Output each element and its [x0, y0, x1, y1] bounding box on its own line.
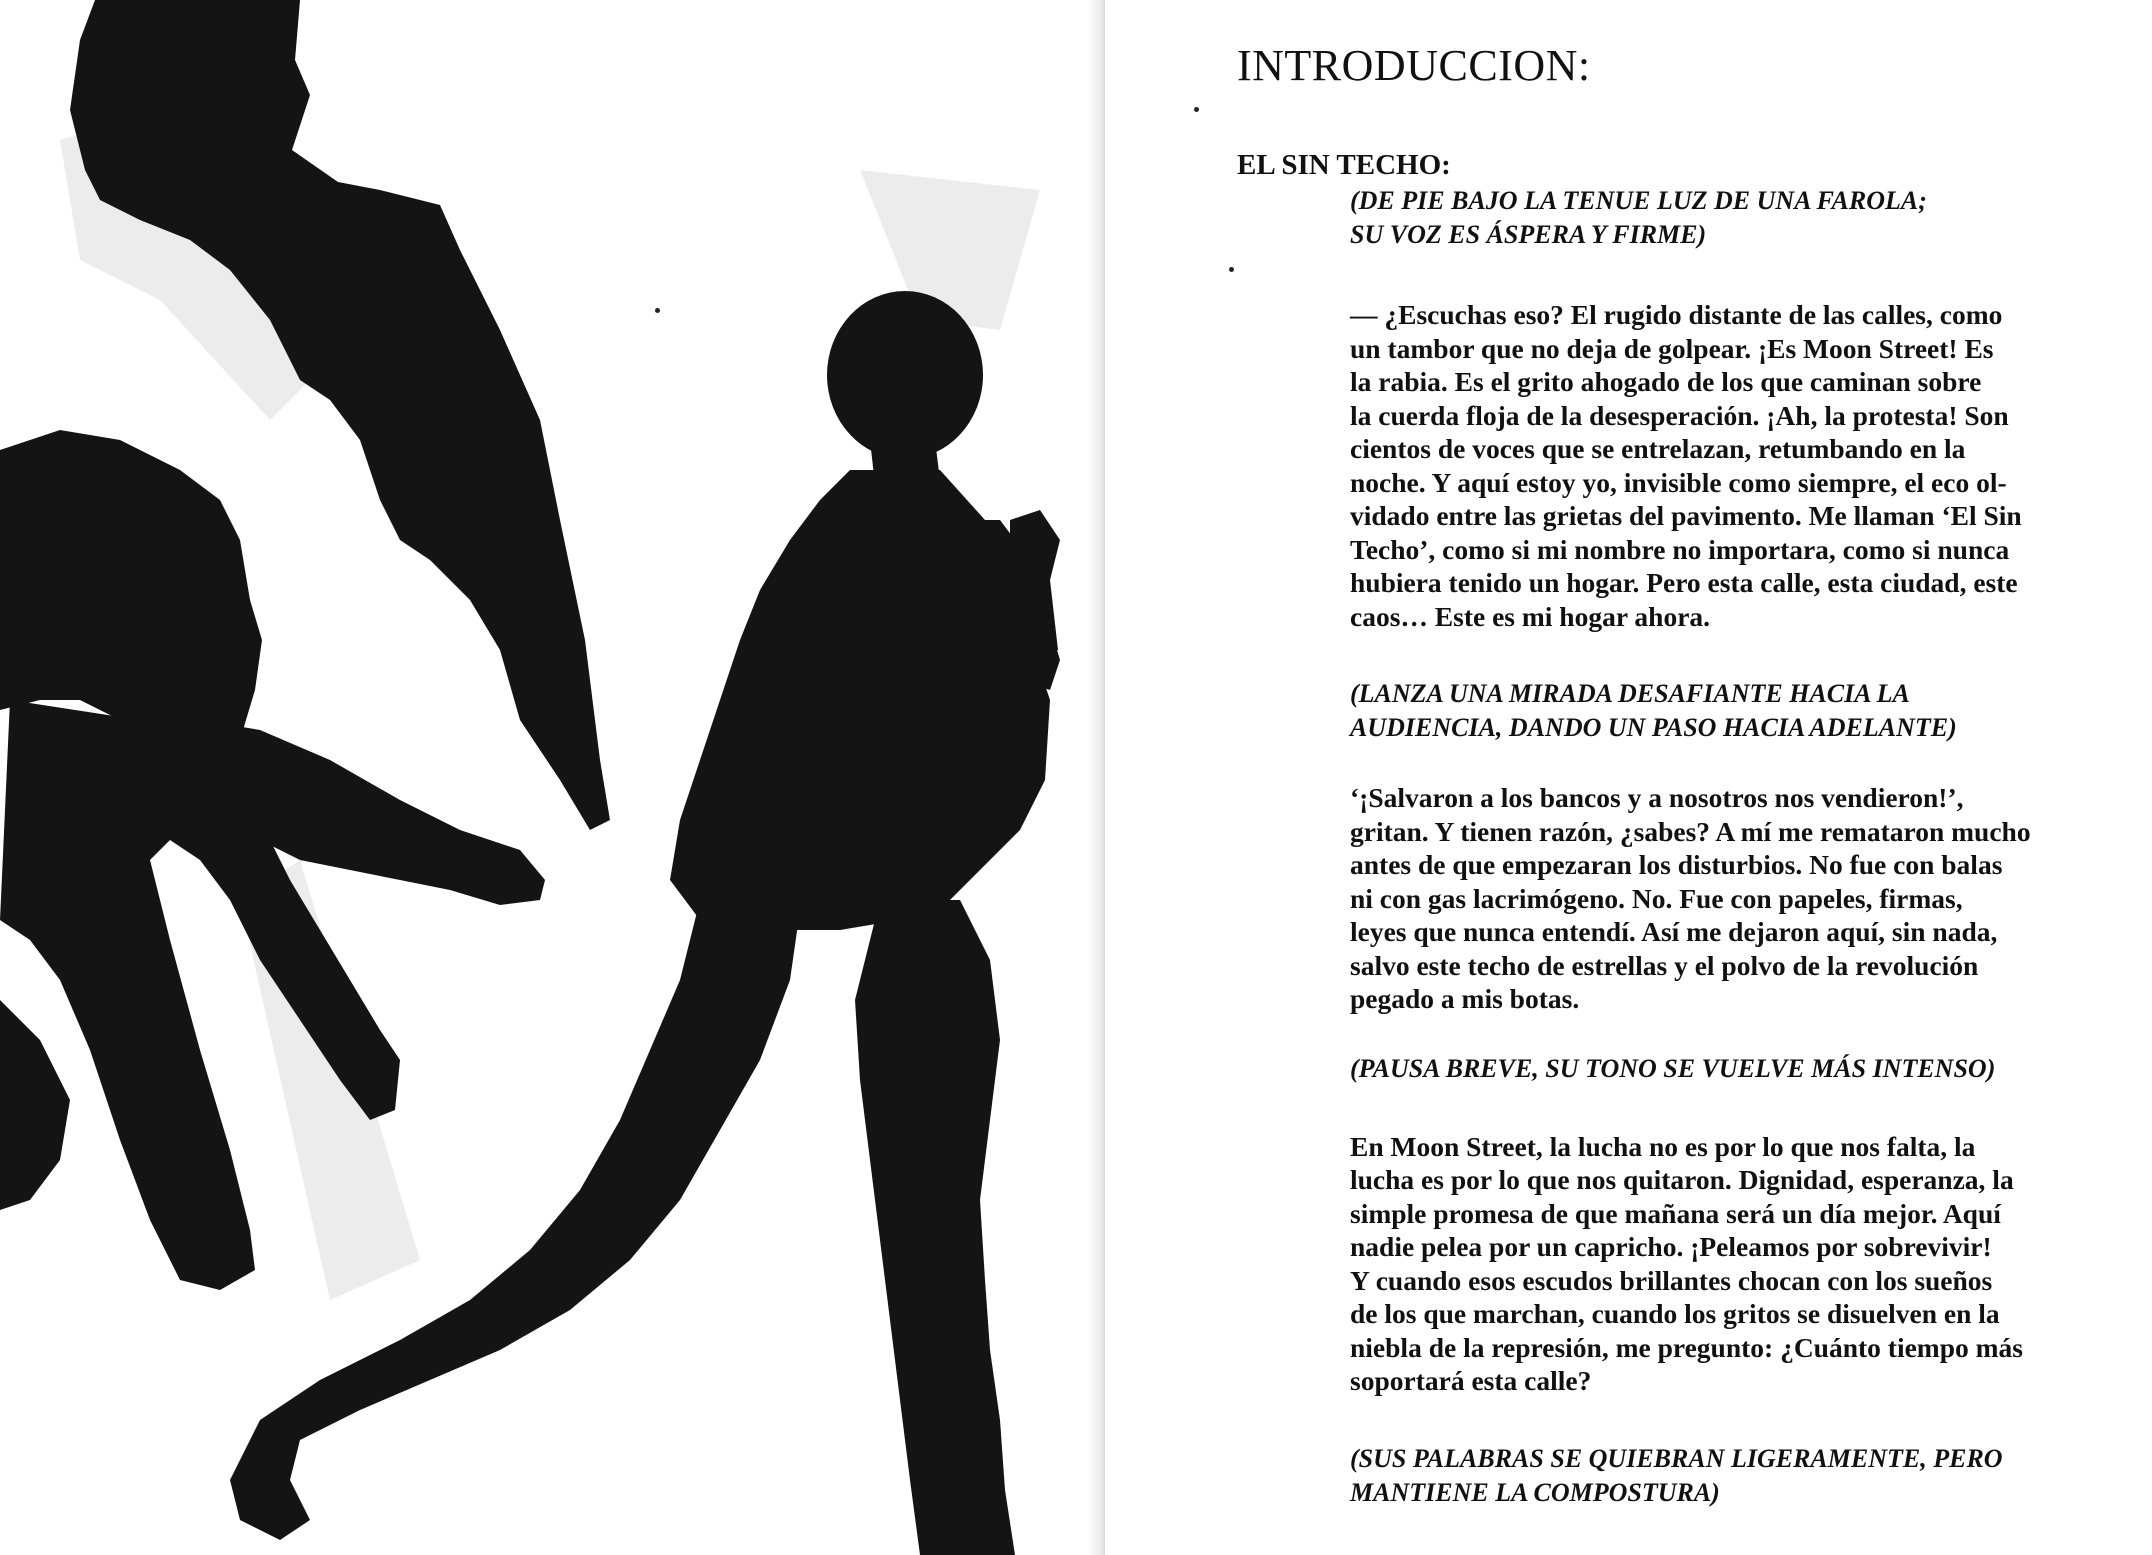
text-column	[1237, 40, 2117, 1510]
singer-figure-silhouette	[230, 291, 1060, 1555]
dialogue-paragraph: ‘¡Salvaron a los bancos y a nosotros nos vendieron!’, gritan. Y tienen razón, ¿sabes? A mí me remataron mucho antes de que empezaran los disturbios. No fue con balas ni con gas lacrimógeno. No. Fue con papeles, firmas, leyes que nunca entendí. Así me dejaron aquí, sin nada, salvo este techo de estrellas y el polvo de la revolución pegado a mis botas.	[1350, 782, 2031, 1014]
stage-direction: (SUS PALABRAS SE QUIEBRAN LIGERAMENTE, PERO MANTIENE LA COMPOSTURA)	[1350, 1443, 2003, 1507]
stage-direction: (PAUSA BREVE, SU TONO SE VUELVE MÁS INTENSO)	[1350, 1053, 1996, 1083]
speck-mark	[655, 308, 660, 313]
monologue-block	[1350, 184, 2120, 1510]
stage-direction: (DE PIE BAJO LA TENUE LUZ DE UNA FAROLA; SU VOZ ES ÁSPERA Y FIRME)	[1350, 186, 1927, 249]
dialogue-paragraph: En Moon Street, la lucha no es por lo que nos falta, la lucha es por lo que nos quitaron. Dignidad, esperanza, la simple promesa de que mañana será un día mejor. Aquí nadie pelea por un capricho. ¡Peleamos por sobrevivir! Y cuando esos escudos brillantes chocan con los sueños de los que marchan, cuando los gritos se disuelven en la niebla de la represión, me pregunto: ¿Cuánto tiempo más soportará esta calle?	[1350, 1130, 2023, 1396]
dialogue-paragraph: — ¿Escuchas eso? El rugido distante de las calles, como un tambor que no deja de golpear. ¡Es Moon Street! Es la rabia. Es el grito ahogado de los que caminan sobre la cuerda floja de la desesperación. ¡Ah, la protesta! Son cientos de voces que se entrelazan, retumbando en la noche. Y aquí estoy yo, invisible como siempre, el eco ol- vidado entre las grietas del pavimento. Me llaman ‘El Sin Techo’, como si mi nombre no importara, como si nunca hubiera tenido un hogar. Pero esta calle, esta ciudad, este caos… Este es mi hogar ahora.	[1350, 299, 2022, 632]
spacer	[1350, 1398, 2120, 1442]
speck-mark	[1229, 267, 1234, 272]
speck-mark	[1194, 107, 1199, 112]
stage-direction: (LANZA UNA MIRADA DESAFIANTE HACIA LA AUDIENCIA, DANDO UN PASO HACIA ADELANTE)	[1350, 679, 1957, 742]
spacer	[1350, 745, 2120, 781]
right-page-text	[1105, 0, 2152, 1555]
section-title: INTRODUCCION:	[1237, 41, 1591, 90]
bleed-through-texture	[640, 40, 653, 98]
spacer	[1350, 252, 2120, 298]
spacer	[1350, 633, 2120, 677]
spacer	[1350, 1016, 2120, 1052]
speaker-name: EL SIN TECHO:	[1237, 149, 1451, 181]
spacer	[1350, 1086, 2120, 1130]
